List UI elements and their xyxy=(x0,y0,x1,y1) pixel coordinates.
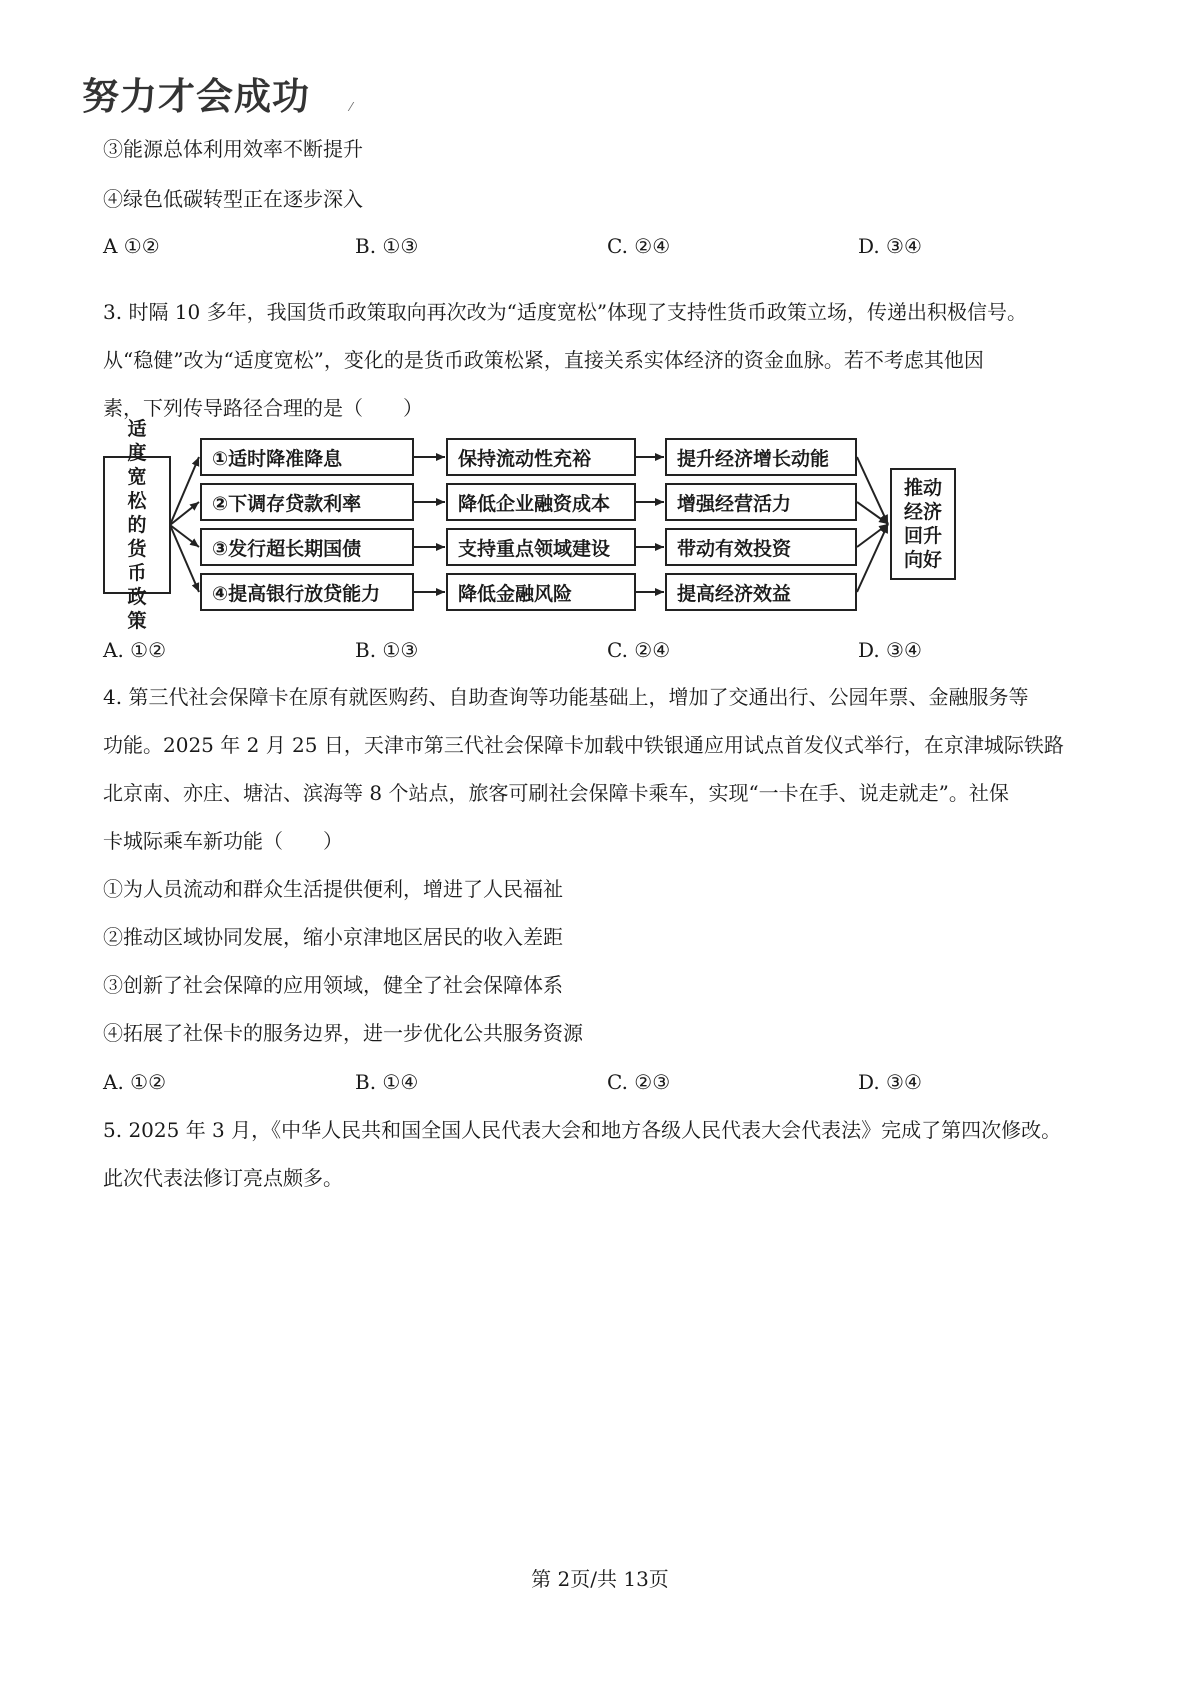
diagram-col1-box-1: ①适时降准降息 xyxy=(200,438,414,476)
q4-stem-line-1: 4. 第三代社会保障卡在原有就医购药、自助查询等功能基础上，增加了交通出行、公园年票、金融服务等 xyxy=(103,685,1029,709)
q5-stem-line-1: 5. 2025 年 3 月，《中华人民共和国全国人民代表大会和地方各级人民代表大会代表法》完成了第四次修改。 xyxy=(103,1118,1062,1142)
arrow-3-to-target-4 xyxy=(857,524,888,592)
q2-option-a: A ①② xyxy=(103,234,160,258)
q2-option-b: B. ①③ xyxy=(355,234,419,258)
q3-option-a: A. ①② xyxy=(103,638,167,662)
small-mark-glyph: ⁄ xyxy=(350,100,353,114)
q4-stem-line-2: 功能。2025 年 2 月 25 日，天津市第三代社会保障卡加载中铁银通应用试点首发仪式举行，在京津城际铁路 xyxy=(103,733,1064,757)
diagram-col3-box-4: 提高经济效益 xyxy=(665,573,857,611)
q3-stem-line-1: 3. 时隔 10 多年，我国货币政策取向再次改为“适度宽松”体现了支持性货币政策立场，传递出积极信号。 xyxy=(103,300,1028,324)
transmission-path-diagram xyxy=(100,418,1000,632)
diagram-target-box: 推动经济回升向好 xyxy=(890,468,956,580)
q3-stem-line-3: 素，下列传导路径合理的是（ ） xyxy=(103,396,423,420)
arrow-source-to-1 xyxy=(170,457,199,525)
q3-option-c: C. ②④ xyxy=(607,638,671,662)
diagram-source-box: 适度宽松的货币政策 xyxy=(103,456,171,594)
diagram-col3-box-2: 增强经营活力 xyxy=(665,483,857,521)
diagram-col3-box-1: 提升经济增长动能 xyxy=(665,438,857,476)
q2-item-3: ③能源总体利用效率不断提升 xyxy=(103,137,363,161)
diagram-col2-box-3: 支持重点领域建设 xyxy=(446,528,636,566)
q3-option-d: D. ③④ xyxy=(858,638,922,662)
q3-stem-line-2: 从“稳健”改为“适度宽松”，变化的是货币政策松紧，直接关系实体经济的资金血脉。若不考虑其他因 xyxy=(103,348,984,372)
q4-option-b: B. ①④ xyxy=(355,1070,419,1094)
diagram-col1-box-3: ③发行超长期国债 xyxy=(200,528,414,566)
q4-stem-line-3: 北京南、亦庄、塘沽、滨海等 8 个站点，旅客可刷社会保障卡乘车，实现“一卡在手、说走就走”。社保 xyxy=(103,781,1009,805)
q2-option-c: C. ②④ xyxy=(607,234,671,258)
page-number-footer: 第 2页/共 13页 xyxy=(531,1567,669,1591)
q4-item-2: ②推动区域协同发展，缩小京津地区居民的收入差距 xyxy=(103,925,563,949)
q4-option-c: C. ②③ xyxy=(607,1070,671,1094)
q4-item-3: ③创新了社会保障的应用领域，健全了社会保障体系 xyxy=(103,973,563,997)
q4-item-1: ①为人员流动和群众生活提供便利，增进了人民福祉 xyxy=(103,877,563,901)
q4-option-d: D. ③④ xyxy=(858,1070,922,1094)
q2-item-4: ④绿色低碳转型正在逐步深入 xyxy=(103,187,363,211)
diagram-col2-box-4: 降低金融风险 xyxy=(446,573,636,611)
q5-stem-line-2: 此次代表法修订亮点颇多。 xyxy=(103,1166,343,1190)
watermark-title: 努力才会成功 xyxy=(82,75,310,118)
diagram-col2-box-2: 降低企业融资成本 xyxy=(446,483,636,521)
diagram-col1-box-2: ②下调存贷款利率 xyxy=(200,483,414,521)
diagram-col3-box-3: 带动有效投资 xyxy=(665,528,857,566)
q3-option-b: B. ①③ xyxy=(355,638,419,662)
q2-option-d: D. ③④ xyxy=(858,234,922,258)
q4-stem-line-4: 卡城际乘车新功能（ ） xyxy=(103,829,343,853)
diagram-col1-box-4: ④提高银行放贷能力 xyxy=(200,573,414,611)
diagram-col2-box-1: 保持流动性充裕 xyxy=(446,438,636,476)
q4-option-a: A. ①② xyxy=(103,1070,167,1094)
q4-item-4: ④拓展了社保卡的服务边界，进一步优化公共服务资源 xyxy=(103,1021,583,1045)
